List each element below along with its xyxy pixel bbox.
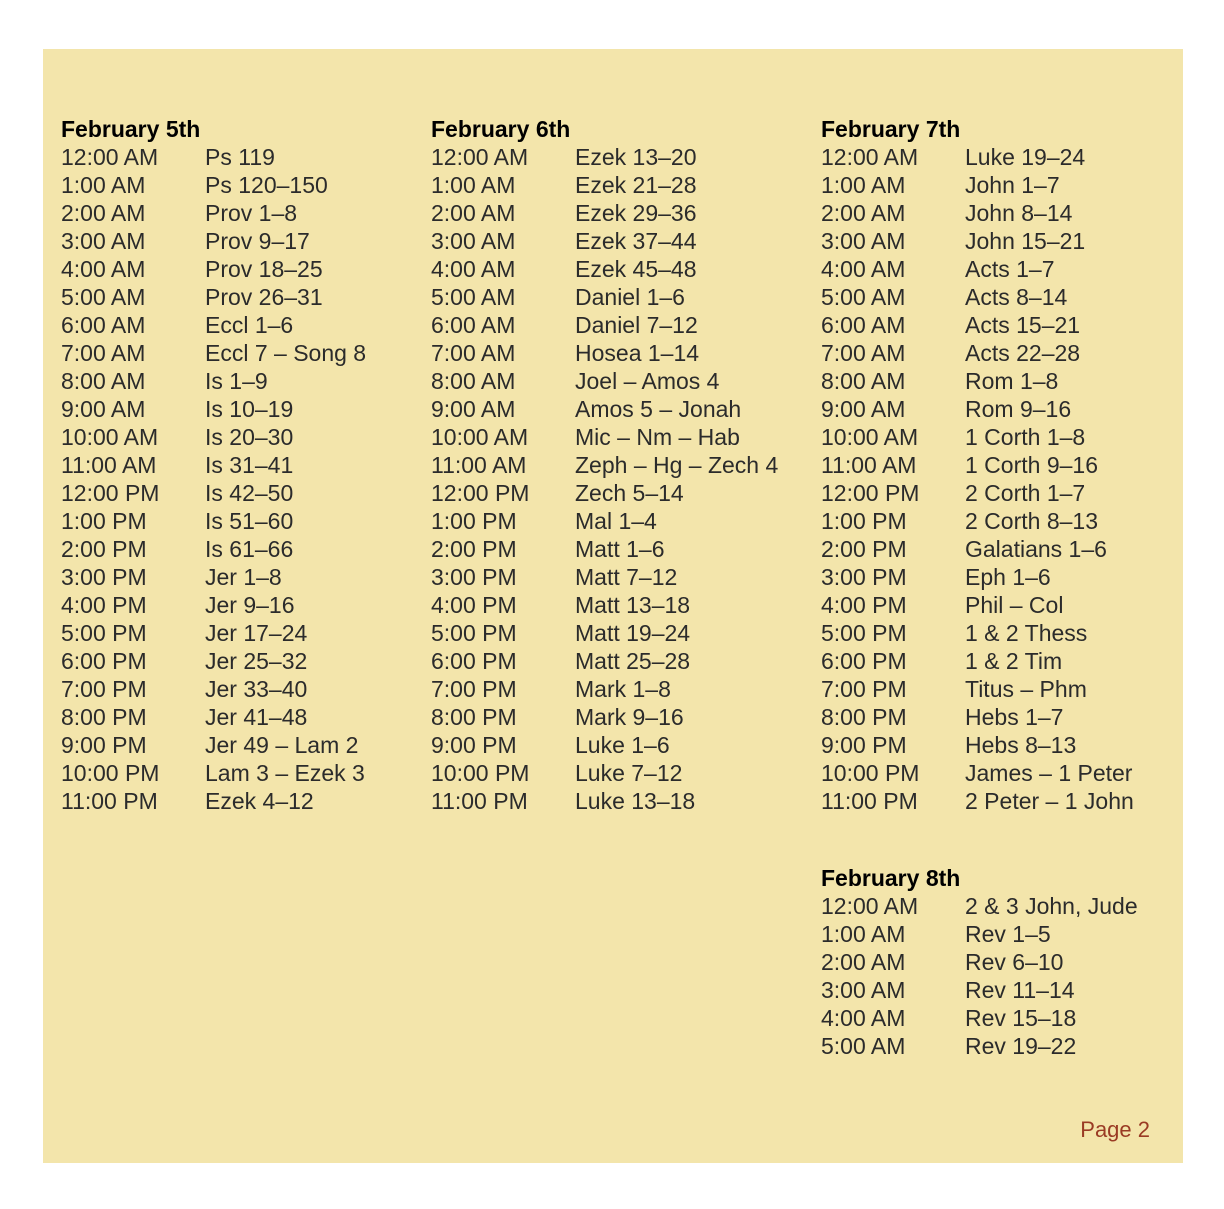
time-cell: 11:00 PM [431,788,528,814]
time-cell: 6:00 AM [61,312,146,338]
reading-cell: 1 & 2 Thess [965,620,1088,646]
schedule-row [821,1004,1138,1032]
reading-cell: 1 Corth 9–16 [965,452,1098,478]
time-cell: 1:00 PM [821,508,907,534]
time-cell: 2:00 AM [821,200,906,226]
schedule-row [431,283,778,311]
reading-cell: Rev 11–14 [965,977,1075,1003]
reading-cell: Ps 119 [205,144,275,170]
reading-cell: Titus – Phm [965,676,1087,702]
schedule-row [821,759,1134,787]
reading-cell: Hosea 1–14 [575,340,700,366]
day-title: February 7th [821,116,961,142]
time-cell: 4:00 AM [821,256,906,282]
schedule-row [821,647,1134,675]
reading-cell: Rev 1–5 [965,921,1051,947]
time-cell: 1:00 PM [431,508,517,534]
reading-cell: Jer 49 – Lam 2 [205,732,359,758]
reading-cell: Rom 9–16 [965,396,1072,422]
schedule-row [431,395,778,423]
time-cell: 12:00 AM [431,144,529,170]
time-cell: 5:00 PM [61,620,147,646]
time-cell: 10:00 AM [431,424,529,450]
time-cell: 11:00 PM [821,788,918,814]
schedule-row [61,255,366,283]
time-cell: 7:00 PM [821,676,907,702]
reading-cell: Ezek 4–12 [205,788,314,814]
time-cell: 12:00 PM [431,480,530,506]
time-cell: 8:00 PM [821,704,907,730]
schedule-row [61,731,366,759]
time-cell: 3:00 AM [61,228,146,254]
reading-cell: Daniel 1–6 [575,284,685,310]
time-cell: 10:00 AM [821,424,919,450]
time-cell: 1:00 AM [821,921,906,947]
reading-cell: Jer 33–40 [205,676,308,702]
schedule-row [431,227,778,255]
reading-cell: Rev 19–22 [965,1033,1077,1059]
time-cell: 2:00 PM [821,536,907,562]
schedule-row [821,339,1134,367]
schedule-row [431,731,778,759]
time-cell: 10:00 PM [61,760,160,786]
schedule-row [821,367,1134,395]
schedule-list [431,143,778,815]
time-cell: 4:00 PM [431,592,517,618]
schedule-row [431,479,778,507]
schedule-row [431,563,778,591]
schedule-row [431,703,778,731]
time-cell: 8:00 PM [61,704,147,730]
reading-cell: 2 & 3 John, Jude [965,893,1138,919]
schedule-row [821,199,1134,227]
time-cell: 8:00 PM [431,704,517,730]
reading-cell: Phil – Col [965,592,1064,618]
time-cell: 5:00 AM [821,284,906,310]
schedule-row [821,171,1134,199]
reading-cell: Mark 1–8 [575,676,671,702]
reading-cell: Is 51–60 [205,508,294,534]
reading-cell: Zech 5–14 [575,480,684,506]
schedule-row [821,395,1134,423]
schedule-row [431,787,778,815]
reading-cell: Rev 6–10 [965,949,1064,975]
time-cell: 2:00 AM [431,200,516,226]
schedule-row [431,171,778,199]
schedule-list [821,892,1138,1060]
reading-cell: Acts 22–28 [965,340,1081,366]
schedule-row [61,703,366,731]
reading-cell: Ezek 13–20 [575,144,697,170]
schedule-row [821,423,1134,451]
schedule-row [431,311,778,339]
schedule-row [821,976,1138,1004]
schedule-row [431,647,778,675]
schedule-row [431,255,778,283]
reading-cell: Jer 25–32 [205,648,308,674]
schedule-row [821,451,1134,479]
time-cell: 1:00 AM [821,172,906,198]
reading-cell: Mal 1–4 [575,508,657,534]
time-cell: 3:00 AM [431,228,516,254]
reading-cell: James – 1 Peter [965,760,1133,786]
schedule-row [821,227,1134,255]
reading-cell: Eccl 1–6 [205,312,294,338]
reading-cell: John 15–21 [965,228,1086,254]
schedule-row [61,395,366,423]
reading-cell: Joel – Amos 4 [575,368,720,394]
time-cell: 11:00 PM [61,788,158,814]
time-cell: 3:00 PM [821,564,907,590]
schedule-row [821,787,1134,815]
schedule-row [431,451,778,479]
time-cell: 1:00 AM [431,172,516,198]
schedule-row [821,591,1134,619]
reading-cell: Acts 8–14 [965,284,1068,310]
page-number: Page 2 [1080,1117,1150,1142]
time-cell: 4:00 PM [61,592,147,618]
reading-cell: Is 10–19 [205,396,294,422]
time-cell: 7:00 AM [431,340,516,366]
schedule-row [61,227,366,255]
time-cell: 6:00 PM [431,648,517,674]
time-cell: 3:00 PM [431,564,517,590]
time-cell: 10:00 PM [821,760,920,786]
reading-cell: Zeph – Hg – Zech 4 [575,452,779,478]
time-cell: 7:00 PM [61,676,147,702]
time-cell: 11:00 AM [431,452,527,478]
time-cell: 9:00 AM [61,396,146,422]
reading-cell: Luke 1–6 [575,732,670,758]
schedule-row [431,339,778,367]
reading-cell: John 1–7 [965,172,1060,198]
schedule-row [821,619,1134,647]
time-cell: 9:00 AM [821,396,906,422]
reading-cell: Mic – Nm – Hab [575,424,740,450]
schedule-row [821,563,1134,591]
reading-cell: 2 Peter – 1 John [965,788,1134,814]
reading-cell: 1 Corth 1–8 [965,424,1086,450]
reading-cell: Mark 9–16 [575,704,684,730]
schedule-row [61,423,366,451]
reading-cell: 1 & 2 Tim [965,648,1063,674]
time-cell: 4:00 PM [821,592,907,618]
time-cell: 3:00 AM [821,977,906,1003]
schedule-row [821,535,1134,563]
reading-cell: Amos 5 – Jonah [575,396,742,422]
time-cell: 9:00 PM [821,732,907,758]
reading-cell: Luke 19–24 [965,144,1086,170]
reading-cell: Acts 1–7 [965,256,1055,282]
reading-cell: Luke 13–18 [575,788,696,814]
schedule-row [61,479,366,507]
time-cell: 12:00 PM [821,480,920,506]
reading-cell: Is 20–30 [205,424,294,450]
time-cell: 3:00 AM [821,228,906,254]
time-cell: 6:00 AM [821,312,906,338]
schedule-row [61,367,366,395]
time-cell: 12:00 PM [61,480,160,506]
reading-cell: Ezek 45–48 [575,256,697,282]
schedule-row [821,255,1134,283]
schedule-row [821,311,1134,339]
schedule-row [431,423,778,451]
reading-cell: Prov 9–17 [205,228,310,254]
reading-cell: Hebs 8–13 [965,732,1077,758]
schedule-list [61,143,366,815]
schedule-list [821,143,1134,815]
time-cell: 4:00 AM [431,256,516,282]
time-cell: 12:00 AM [821,893,919,919]
day-title: February 5th [61,116,201,142]
time-cell: 7:00 AM [821,340,906,366]
reading-cell: Is 31–41 [205,452,294,478]
reading-cell: Rev 15–18 [965,1005,1077,1031]
time-cell: 10:00 AM [61,424,159,450]
time-cell: 4:00 AM [821,1005,906,1031]
schedule-row [61,563,366,591]
time-cell: 5:00 PM [431,620,517,646]
reading-cell: Jer 9–16 [205,592,295,618]
schedule-row [821,948,1138,976]
reading-cell: Ezek 21–28 [575,172,697,198]
time-cell: 6:00 PM [821,648,907,674]
time-cell: 3:00 PM [61,564,147,590]
schedule-row [61,787,366,815]
reading-cell: John 8–14 [965,200,1073,226]
schedule-row [431,591,778,619]
day-title: February 8th [821,865,961,891]
reading-cell: Lam 3 – Ezek 3 [205,760,365,786]
schedule-row [821,675,1134,703]
reading-cell: Jer 17–24 [205,620,308,646]
schedule-row [61,451,366,479]
reading-cell: 2 Corth 1–7 [965,480,1086,506]
day-block-february-6th [431,115,778,815]
schedule-row [821,507,1134,535]
schedule-row [821,703,1134,731]
reading-cell: Eph 1–6 [965,564,1051,590]
reading-cell: Is 61–66 [205,536,294,562]
schedule-row [61,535,366,563]
reading-cell: Galatians 1–6 [965,536,1107,562]
schedule-row [431,675,778,703]
schedule-row [61,619,366,647]
schedule-row [431,507,778,535]
document-page [43,49,1183,1163]
time-cell: 6:00 AM [431,312,516,338]
schedule-row [61,675,366,703]
reading-cell: Prov 18–25 [205,256,323,282]
reading-cell: Is 42–50 [205,480,294,506]
time-cell: 2:00 PM [61,536,147,562]
time-cell: 7:00 AM [61,340,146,366]
time-cell: 2:00 PM [431,536,517,562]
schedule-row [431,759,778,787]
schedule-row [821,1032,1138,1060]
time-cell: 5:00 PM [821,620,907,646]
schedule-row [821,479,1134,507]
time-cell: 9:00 PM [61,732,147,758]
time-cell: 6:00 PM [61,648,147,674]
day-block-february-5th [61,115,366,815]
time-cell: 11:00 AM [61,452,157,478]
schedule-row [61,507,366,535]
reading-cell: Is 1–9 [205,368,268,394]
reading-cell: Ezek 37–44 [575,228,697,254]
reading-cell: Eccl 7 – Song 8 [205,340,367,366]
time-cell: 1:00 PM [61,508,147,534]
reading-cell: Prov 26–31 [205,284,323,310]
schedule-row [61,283,366,311]
day-block-february-8th [821,864,1138,1060]
time-cell: 12:00 AM [821,144,919,170]
reading-cell: Matt 7–12 [575,564,678,590]
schedule-row [61,591,366,619]
time-cell: 1:00 AM [61,172,146,198]
day-title: February 6th [431,116,571,142]
reading-cell: Acts 15–21 [965,312,1081,338]
reading-cell: Rom 1–8 [965,368,1059,394]
schedule-row [61,339,366,367]
time-cell: 5:00 AM [821,1033,906,1059]
schedule-row [431,535,778,563]
schedule-row [61,311,366,339]
time-cell: 8:00 AM [61,368,146,394]
day-block-february-7th [821,115,1134,815]
schedule-row [61,171,366,199]
schedule-row [821,920,1138,948]
reading-cell: Daniel 7–12 [575,312,698,338]
time-cell: 2:00 AM [61,200,146,226]
schedule-row [821,892,1138,920]
time-cell: 12:00 AM [61,144,159,170]
schedule-row [821,283,1134,311]
time-cell: 7:00 PM [431,676,517,702]
schedule-row [431,367,778,395]
time-cell: 10:00 PM [431,760,530,786]
reading-cell: Ezek 29–36 [575,200,697,226]
time-cell: 9:00 PM [431,732,517,758]
schedule-row [61,199,366,227]
time-cell: 11:00 AM [821,452,917,478]
time-cell: 9:00 AM [431,396,516,422]
schedule-row [61,759,366,787]
reading-cell: 2 Corth 8–13 [965,508,1098,534]
time-cell: 5:00 AM [431,284,516,310]
schedule-row [61,143,366,171]
time-cell: 2:00 AM [821,949,906,975]
reading-cell: Jer 41–48 [205,704,308,730]
schedule-row [431,199,778,227]
reading-cell: Luke 7–12 [575,760,683,786]
reading-cell: Matt 25–28 [575,648,691,674]
reading-cell: Matt 1–6 [575,536,665,562]
schedule-row [821,731,1134,759]
reading-cell: Ps 120–150 [205,172,328,198]
time-cell: 8:00 AM [431,368,516,394]
schedule-row [431,143,778,171]
reading-cell: Jer 1–8 [205,564,282,590]
time-cell: 4:00 AM [61,256,146,282]
reading-cell: Matt 19–24 [575,620,691,646]
reading-cell: Prov 1–8 [205,200,298,226]
schedule-row [431,619,778,647]
reading-cell: Hebs 1–7 [965,704,1064,730]
schedule-row [61,647,366,675]
reading-cell: Matt 13–18 [575,592,691,618]
time-cell: 5:00 AM [61,284,146,310]
time-cell: 8:00 AM [821,368,906,394]
schedule-row [821,143,1134,171]
